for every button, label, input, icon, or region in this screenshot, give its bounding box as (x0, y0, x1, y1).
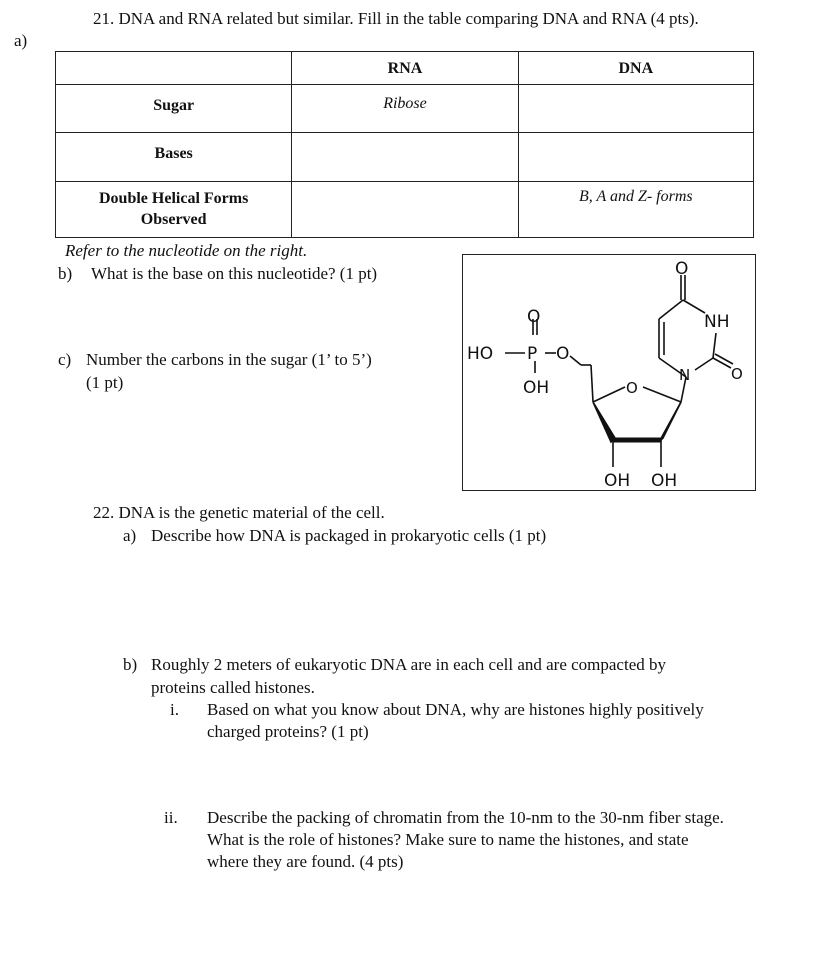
q22-part-b-i-line1: Based on what you know about DNA, why are histones highly positively (207, 700, 704, 719)
phosphorus-label: P (527, 344, 538, 364)
row-label-line2: Observed (140, 211, 207, 228)
q22-part-b-i-label: i. (170, 700, 179, 719)
oh-3-prime-label: OH (604, 471, 631, 491)
q22-part-b-ii-line3: where they are found. (4 pts) (207, 852, 404, 871)
q22-part-a-text: Describe how DNA is packaged in prokaryotic cells (1 pt) (151, 526, 547, 545)
cell-rna-bases[interactable] (292, 133, 518, 182)
part-b-text: What is the base on this nucleotide? (1 pt) (91, 264, 378, 283)
cell-rna-helical-forms[interactable] (292, 182, 518, 238)
table-header-rna: RNA (292, 52, 518, 85)
q22-part-b-line1: Roughly 2 meters of eukaryotic DNA are in each cell and are compacted by (151, 655, 666, 674)
q22-part-b-i-line2: charged proteins? (1 pt) (207, 722, 369, 741)
cell-rna-sugar[interactable]: Ribose (292, 85, 518, 133)
nucleotide-structure (463, 255, 757, 492)
nh-label: NH (704, 312, 730, 332)
cell-dna-sugar[interactable] (518, 85, 753, 133)
part-c-text: Number the carbons in the sugar (1’ to 5’) (86, 350, 372, 369)
refer-note: Refer to the nucleotide on the right. (65, 241, 308, 260)
question-21-title: 21. DNA and RNA related but similar. Fill in the table comparing DNA and RNA (4 pts). (93, 9, 699, 28)
part-a-label: a) (14, 31, 28, 50)
phosphate-oh-label: OH (523, 378, 550, 398)
part-c-points: (1 pt) (86, 373, 124, 392)
ring-o-label: O (626, 379, 638, 397)
table-row (56, 182, 754, 238)
ester-o-label: O (556, 344, 570, 364)
question-22-title: 22. DNA is the genetic material of the cell. (93, 503, 385, 522)
row-label-line1: Double Helical Forms (99, 190, 249, 207)
table-header-dna: DNA (518, 52, 753, 85)
q22-part-b-ii-line2: What is the role of histones? Make sure to name the histones, and state (207, 830, 689, 849)
cell-dna-helical-forms[interactable]: B, A and Z- forms (518, 182, 753, 238)
dna-rna-comparison-table (55, 51, 754, 238)
table-header-blank (56, 52, 292, 85)
row-label-helical-forms (56, 182, 292, 238)
ho-label: HO (467, 344, 494, 364)
nucleotide-figure (462, 254, 756, 491)
row-label-bases: Bases (56, 133, 292, 182)
cell-dna-bases[interactable] (518, 133, 753, 182)
phosphate-o-label: O (527, 307, 541, 327)
part-b-label: b) (58, 264, 73, 283)
q22-part-b-ii-label: ii. (164, 808, 178, 827)
table-row (56, 133, 754, 182)
part-c-label: c) (58, 350, 72, 369)
table-row (56, 85, 754, 133)
n1-label: N (679, 366, 691, 384)
c2-o-label: O (731, 365, 743, 383)
oh-2-prime-label: OH (651, 471, 678, 491)
q22-part-b-line2: proteins called histones. (151, 678, 315, 697)
c4-o-label: O (675, 259, 689, 279)
q22-part-a-label: a) (123, 526, 137, 545)
q22-part-b-ii-line1: Describe the packing of chromatin from the 10-nm to the 30-nm fiber stage. (207, 808, 724, 827)
q22-part-b-label: b) (123, 655, 138, 674)
row-label-sugar: Sugar (56, 85, 292, 133)
